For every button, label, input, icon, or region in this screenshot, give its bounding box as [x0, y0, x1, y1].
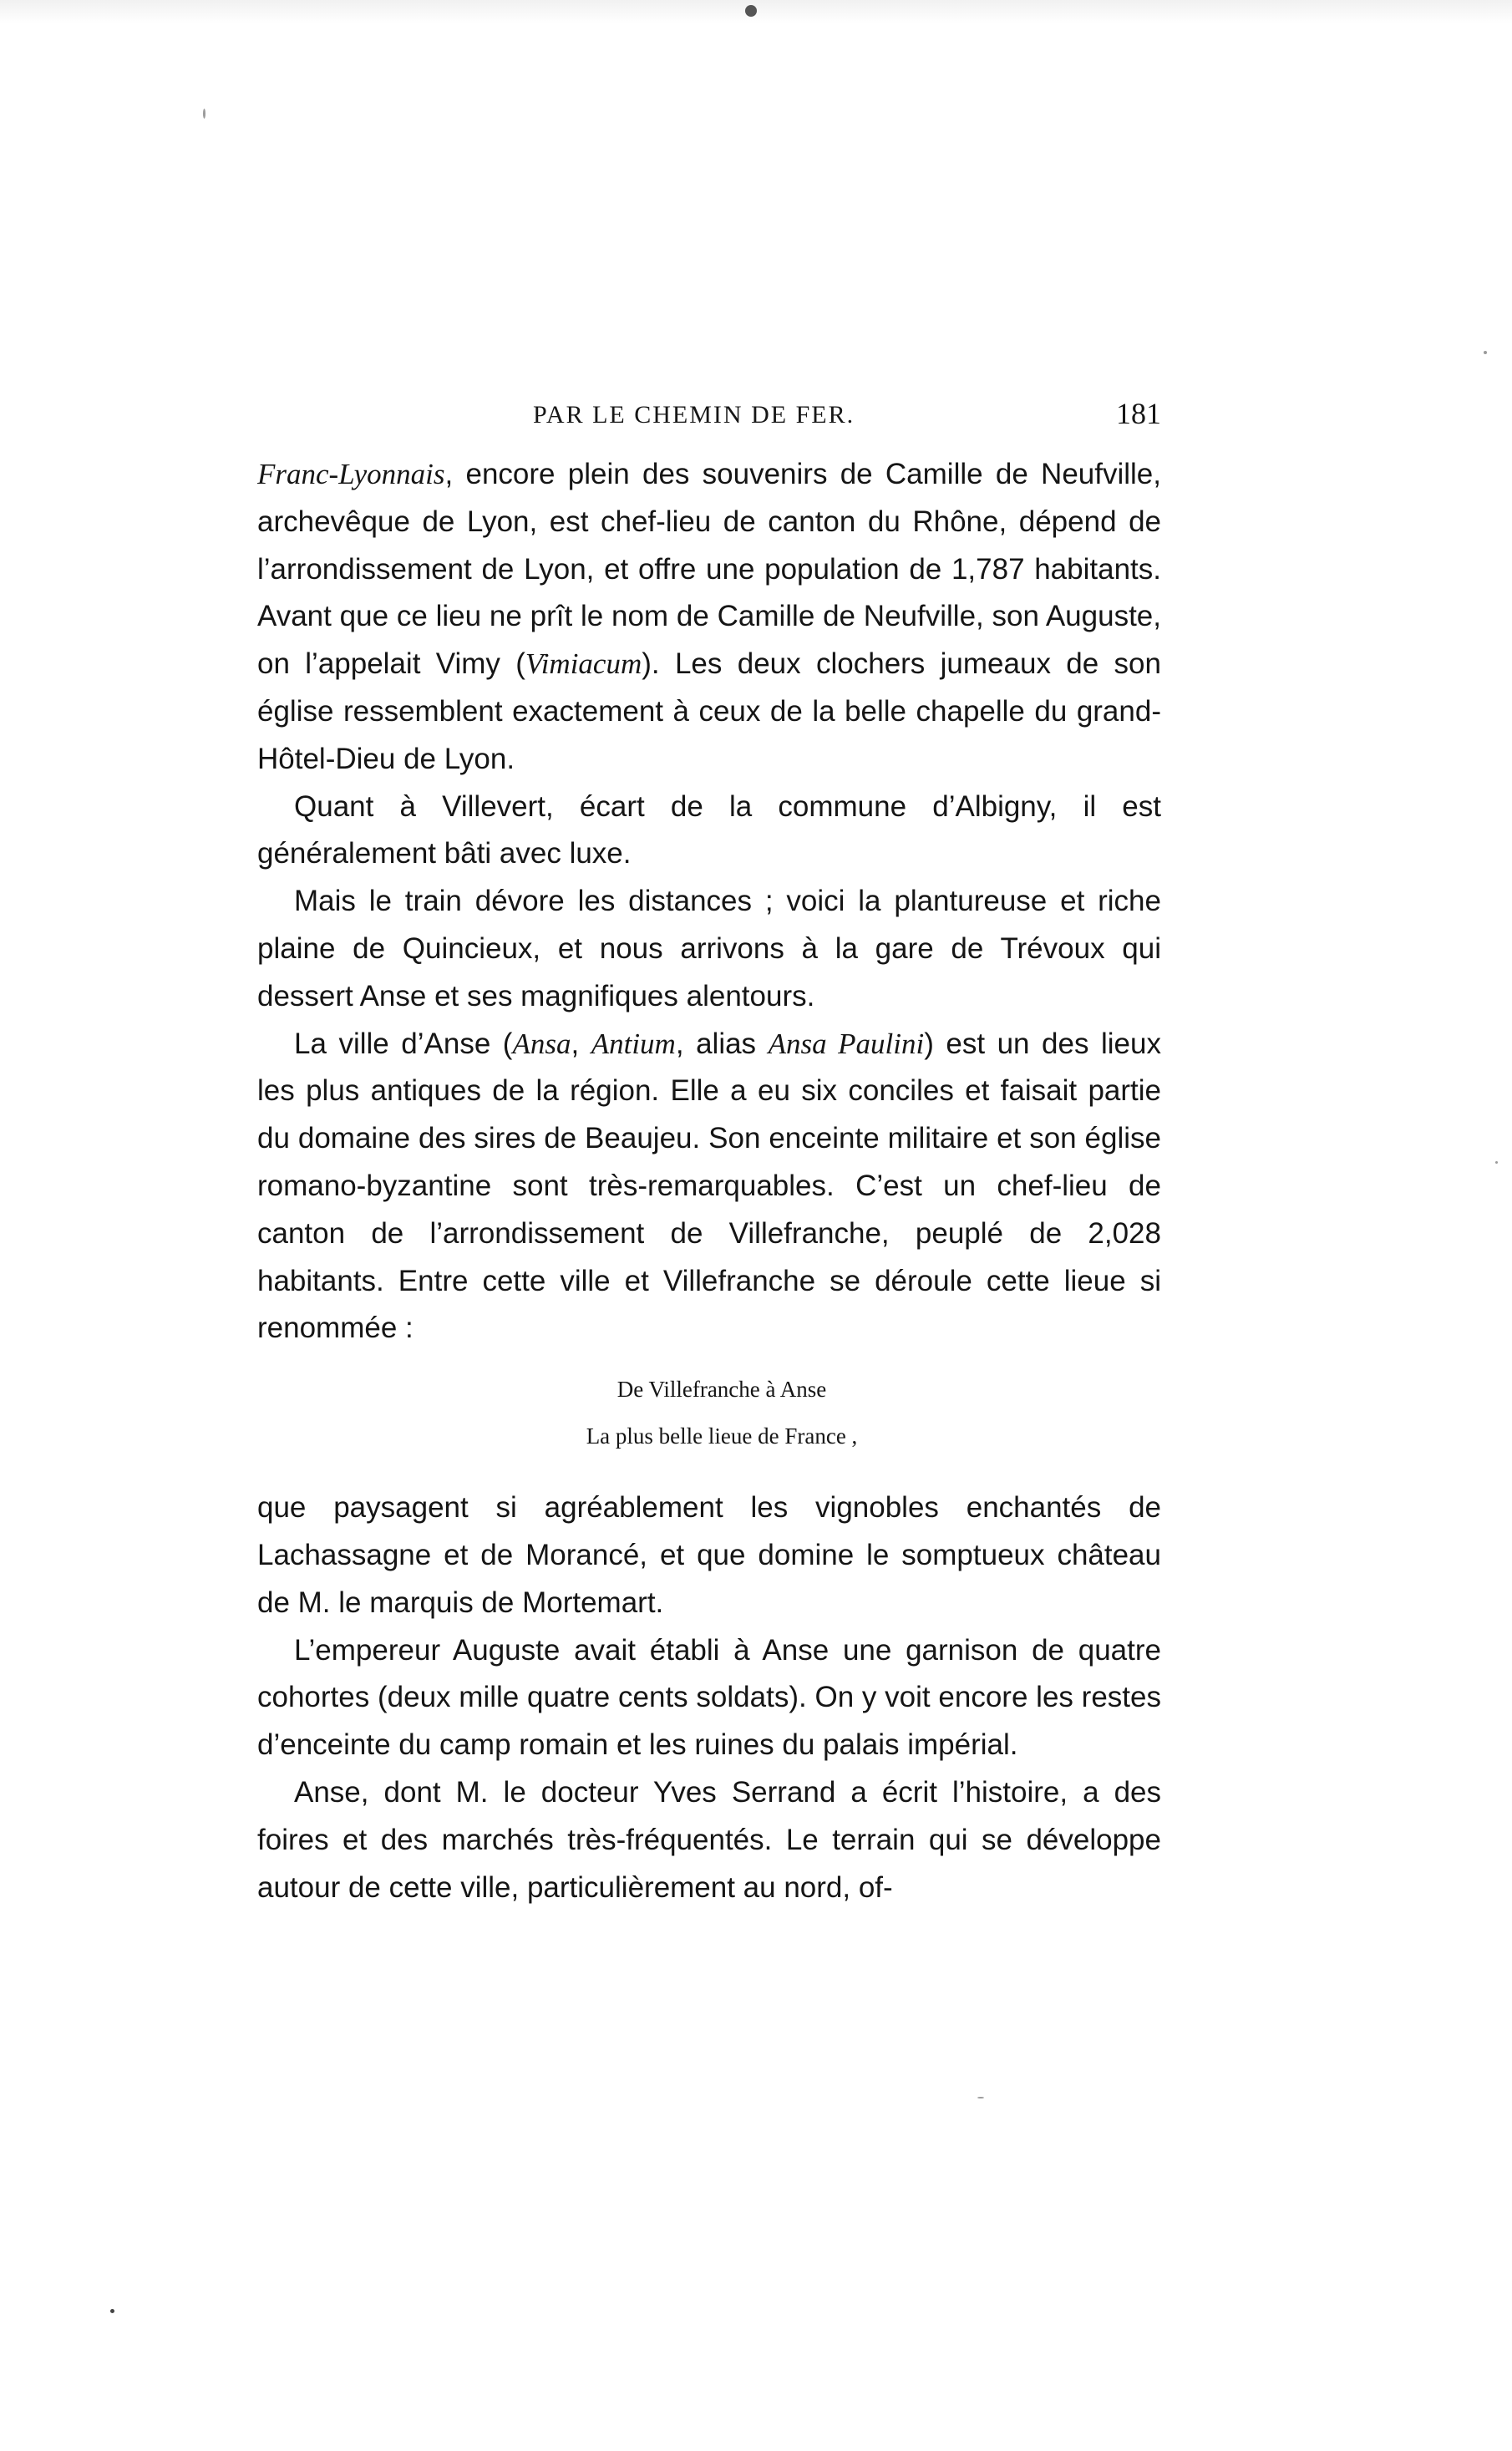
latin-name-italic: Ansa: [512, 1027, 571, 1060]
paragraph: [257, 1021, 1161, 1353]
verse-quote: [257, 1366, 1161, 1459]
scan-speck: [977, 2097, 984, 2098]
scan-speck: [1495, 1161, 1498, 1164]
scan-speck: [1484, 351, 1487, 354]
paragraph: Mais le train dévore les distances ; voici la plantureuse et riche plaine de Quincieux, et nous arrivons à la gare de Trévoux qui dessert Anse et ses magnifiques alentours.: [257, 885, 1161, 1012]
latin-name-italic: Vimiacum: [525, 647, 642, 681]
running-title: PAR LE CHEMIN DE FER.: [533, 401, 855, 429]
paragraph-text: , alias: [675, 1027, 769, 1060]
verse-line: La plus belle lieue de France ,: [586, 1423, 858, 1449]
paragraph: L’empereur Auguste avait établi à Anse une garnison de quatre cohortes (deux mille quatre cents soldats). On y voit encore les restes d’enceinte du camp romain et les ruines du palais impérial.: [257, 1633, 1161, 1762]
verse-line: De Villefranche à Anse: [616, 1377, 827, 1403]
book-page: [257, 393, 1161, 1911]
paragraph-text: ) est un des lieux les plus antiques de la région. Elle a eu six conciles et faisait partie du domaine des sires de Beaujeu. Son enceinte militaire et son église romano-byzantine sont très-remarquables. C’est un chef-lieu de canton de l’arrondissement de Villefranche, peuplé de 2,028 habitants. Entre cette ville et Villefranche se déroule cette lieue si renommée :: [257, 1027, 1161, 1345]
paragraph-text: La ville d’Anse (: [294, 1027, 513, 1060]
place-name-italic: Franc-Lyonnais: [257, 458, 445, 490]
scan-speck: [110, 2309, 114, 2313]
paragraph: Quant à Villevert, écart de la commune d’Albigny, il est généralement bâti avec luxe.: [257, 789, 1161, 870]
body-text: [257, 451, 1161, 1911]
paragraph: que paysagent si agréablement les vignobles enchantés de Lachassagne et de Morancé, et que domine le somptueux château de M. le marquis de Mortemart.: [257, 1491, 1161, 1619]
latin-name-italic: Ansa Paulini: [768, 1027, 925, 1060]
latin-name-italic: Antium: [591, 1027, 676, 1060]
scan-speck: [745, 5, 757, 17]
page-number: 181: [1116, 397, 1161, 430]
paragraph: [257, 451, 1161, 784]
paragraph: Anse, dont M. le docteur Yves Serrand a écrit l’histoire, a des foires et des marchés très-fréquentés. Le terrain qui se développe autour de cette ville, particulièrement au nord, of-: [257, 1775, 1161, 1904]
paragraph-text: , encore plein des souvenirs de Camille de Neufville, archevêque de Lyon, est chef-lieu de canton du Rhône, dépend de l’arrondissement de Lyon, et offre une population de 1,787 habitants. Avant que ce lieu ne prît le nom de Camille de Neufville, son Auguste, on l’appelait Vimy (: [257, 458, 1161, 681]
paragraph-text: ,: [571, 1027, 591, 1060]
running-header: [257, 393, 1161, 443]
scan-speck: [203, 109, 205, 119]
paragraph-text: ). Les deux clochers jumeaux de son église ressemblent exactement à ceux de la belle chapelle du grand-Hôtel-Dieu de Lyon.: [257, 647, 1161, 775]
